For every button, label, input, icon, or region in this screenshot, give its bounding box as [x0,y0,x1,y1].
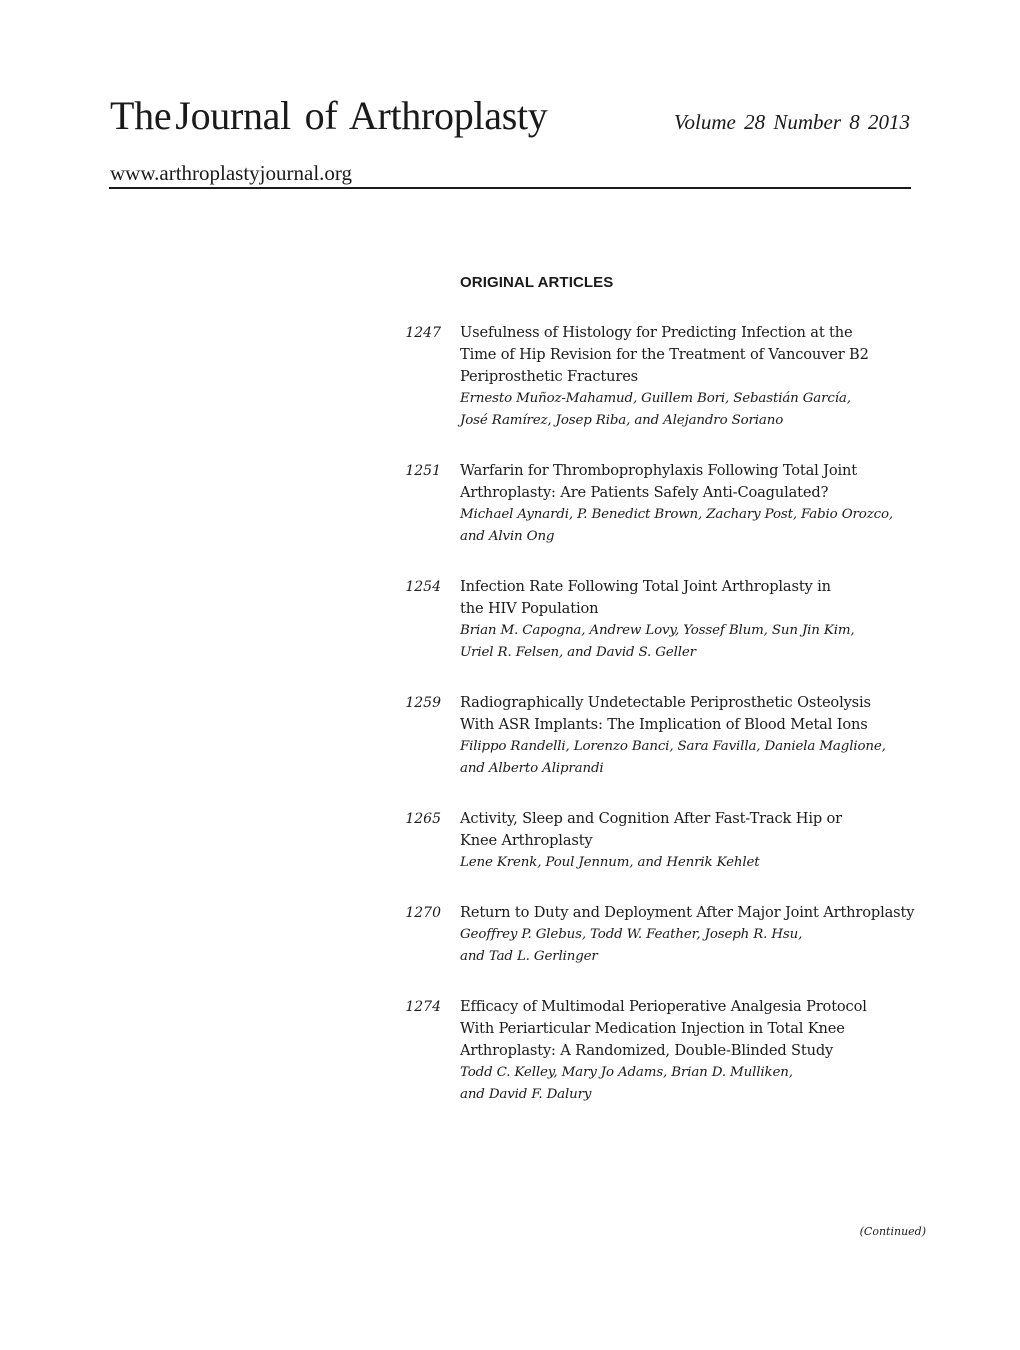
article-authors [460,620,915,664]
article-entry [0,996,1020,1106]
article-author-line: Michael Aynardi, P. Benedict Brown, Zachary Post, Fabio Orozco, [460,507,893,522]
article-page-number: 1265 [405,811,441,827]
article-page-number: 1251 [405,463,441,479]
article-author-line: José Ramírez, Josep Riba, and Alejandro Soriano [460,413,784,428]
article-body [460,322,915,432]
article-title-line: Return to Duty and Deployment After Major Joint Arthroplasty [460,904,915,921]
article-entry [0,576,1020,664]
article-author-line: Geoffrey P. Glebus, Todd W. Feather, Joseph R. Hsu, [460,927,803,942]
article-title-line: With Periarticular Medication Injection in Total Knee [460,1020,845,1037]
article-author-line: and Alvin Ong [460,529,555,544]
article-title[interactable] [460,692,915,736]
article-authors [460,924,915,968]
article-title[interactable] [460,460,915,504]
article-author-line: Ernesto Muñoz-Mahamud, Guillem Bori, Sebastián García, [460,391,851,406]
article-authors [460,504,915,548]
article-entry [0,322,1020,432]
article-title-line: With ASR Implants: The Implication of Blood Metal Ions [460,716,868,733]
masthead-divider [109,187,911,189]
article-title[interactable] [460,576,915,620]
title-word: The [110,93,172,138]
article-author-line: Uriel R. Felsen, and David S. Geller [460,645,696,660]
article-page-number: 1254 [405,579,441,595]
article-title-line: the HIV Population [460,600,599,617]
volume-issue: Volume 28 Number 8 2013 [674,110,910,134]
article-author-line: Todd C. Kelley, Mary Jo Adams, Brian D. Mulliken, [460,1065,793,1080]
article-authors [460,852,915,874]
article-entry [0,808,1020,874]
article-title-line: Efficacy of Multimodal Perioperative Analgesia Protocol [460,998,867,1015]
article-title-line: Warfarin for Thromboprophylaxis Following Total Joint [460,462,857,479]
article-title[interactable] [460,996,915,1062]
article-title-line: Usefulness of Histology for Predicting Infection at the [460,324,853,341]
article-title[interactable] [460,902,915,924]
article-title[interactable] [460,322,915,388]
article-author-line: Brian M. Capogna, Andrew Lovy, Yossef Blum, Sun Jin Kim, [460,623,855,638]
article-body [460,902,915,968]
article-title-line: Time of Hip Revision for the Treatment of Vancouver B2 [460,346,869,363]
article-page-number: 1274 [405,999,441,1015]
article-entry [0,692,1020,780]
journal-url[interactable]: www.arthroplastyjournal.org [110,161,353,185]
article-title[interactable] [460,808,915,852]
article-body [460,576,915,664]
article-body [460,996,915,1106]
article-author-line: Filippo Randelli, Lorenzo Banci, Sara Favilla, Daniela Maglione, [460,739,886,754]
article-title-line: Knee Arthroplasty [460,832,593,849]
article-body [460,808,915,874]
article-title-line: Activity, Sleep and Cognition After Fast-Track Hip or [460,810,842,827]
article-title-line: Arthroplasty: Are Patients Safely Anti-Coagulated? [460,484,829,501]
article-authors [460,1062,915,1106]
title-word: of [304,93,338,138]
article-title-line: Radiographically Undetectable Periprosthetic Osteolysis [460,694,871,711]
section-heading: ORIGINAL ARTICLES [460,274,614,291]
article-entry [0,460,1020,548]
article-author-line: and Alberto Aliprandi [460,761,604,776]
article-body [460,460,915,548]
article-page-number: 1259 [405,695,441,711]
article-title-line: Arthroplasty: A Randomized, Double-Blinded Study [460,1042,834,1059]
article-title-line: Infection Rate Following Total Joint Arthroplasty in [460,578,831,595]
article-authors [460,388,915,432]
article-entry [0,902,1020,968]
article-author-line: and David F. Dalury [460,1087,592,1102]
article-author-line: Lene Krenk, Poul Jennum, and Henrik Kehlet [460,855,760,870]
article-authors [460,736,915,780]
continued-note: (Continued) [859,1225,926,1238]
title-word: Journal [175,93,291,138]
article-body [460,692,915,780]
article-page-number: 1247 [405,325,441,341]
title-word: Arthroplasty [348,93,548,138]
article-author-line: and Tad L. Gerlinger [460,949,598,964]
journal-title [110,92,547,140]
article-title-line: Periprosthetic Fractures [460,368,639,385]
article-page-number: 1270 [405,905,441,921]
article-list [0,322,1020,1134]
